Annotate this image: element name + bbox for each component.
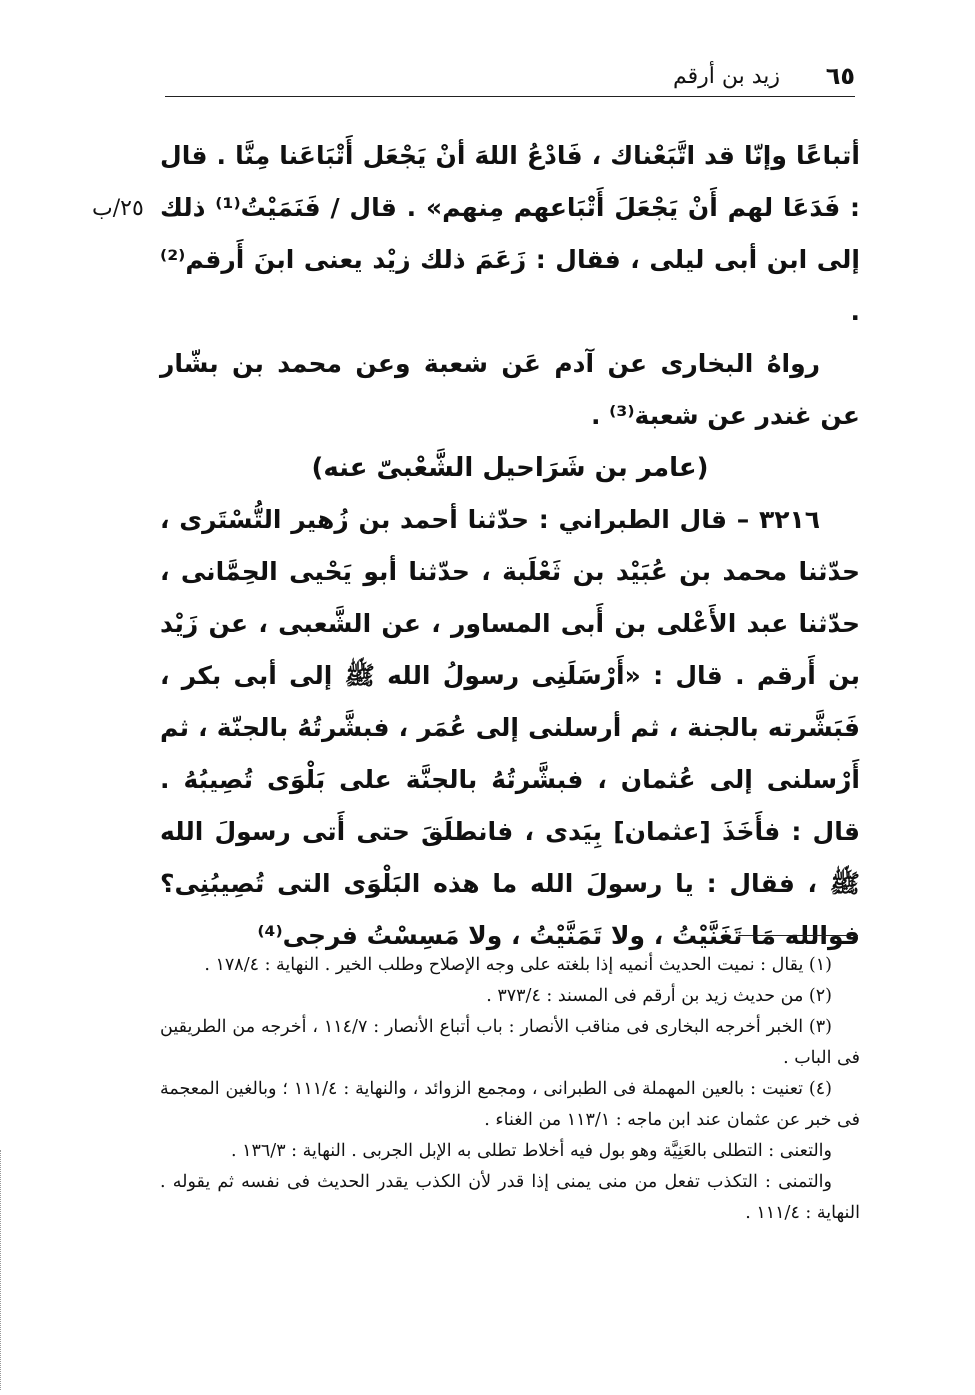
footnote-divider <box>738 935 858 936</box>
footnote-2: (٢) من حديث زيد بن أرقم فى المسند : ٣٧٣/٤ . <box>486 986 832 1006</box>
footnote-3: (٣) الخبر أخرجه البخارى فى مناقب الأنصار : باب أتباع الأنصار : ١١٤/٧ ، أخرجه من الطريقين فى الباب . <box>160 1017 860 1068</box>
paragraph-2: رواهُ البخارى عن آدم عَن شعبة وعن محمد بن بشّار عن غندر عن شعبة⁽³⁾ . <box>160 349 860 430</box>
section-heading: (عامر بن شَرَاحيل الشَّعْبىّ عنه) <box>311 453 709 483</box>
hadith-paragraph <box>160 494 860 962</box>
folio-margin-note: ٢٥/ب <box>92 196 144 221</box>
footnote-4: (٤) تعنيت : بالعين المهملة فى الطبرانى ، ومجمع الزوائد ، والنهاية : ١١١/٤ ؛ وبالغين المعجمة فى خبر عن عثمان عند ابن ماجه : ١١٣/١ من الغناء . <box>160 1079 860 1130</box>
footnotes <box>160 950 860 1229</box>
scan-edge-marks <box>0 1150 5 1390</box>
footnote-1: (١) يقال : نميت الحديث أنميه إذا بلغته على وجه الإصلاح وطلب الخير . النهاية : ١٧٨/٤ . <box>204 955 832 975</box>
main-text <box>160 130 860 962</box>
footnote-4-continuation-2: والتمنى : التكذب تفعل من منى يمنى إذا قدر لأن الكذب يقدر الحديث فى نفسه ثم يقوله . النهاية : ١١١/٤ . <box>160 1172 860 1223</box>
footnote-4-continuation-1: والتعنى : التطلى بالعَنِيَّة وهو بول فيه أخلاط تطلى به الإبل الجربى . النهاية : ١٣٦/٣ . <box>230 1141 832 1161</box>
hadith-text: – قال الطبراني : حدّثنا أحمد بن زُهير التُّسْتَرى ، حدّثنا محمد بن عُبَيْد بن ثَعْلَبة ، حدّثنا أبو يَحْيى الحِمَّانى ، حدّثنا عبد الأَعْلى بن أَبى المساور ، عن الشَّعبى ، عن زَيْد بن أَرقم . قال : «أَرْسَلَنِى رسولُ الله ﷺ إلى أبى بكر ، فَبَشَّرته بالجنة ، ثم أرسلنى إلى عُمَر ، فبشَّرتُهُ بالجنّة ، ثم أَرْسلنى إلى عُثمان ، فبشَّرتُهُ بالجنَّة على بَلْوَى تُصِيبُهُ . قال : فأَخَذَ [عثمان] بِيَدى ، فانطلَقَ حتى أَتى رسولَ الله ﷺ ، فقال : يا رسولَ الله ما هذه البَلْوَى التى تُصِيبُنِى؟ فوالله مَا تَغَنَّيْتُ ، ولا تَمَنَّيْتُ ، ولا مَسِسْتُ فرجى⁽⁴⁾ <box>160 505 860 950</box>
page-number: ٦٥ <box>825 62 855 90</box>
running-title: زيد بن أرقم <box>672 64 780 89</box>
hadith-number: ٣٢١٦ <box>758 505 820 534</box>
paragraph-1: أتباعًا وإنّا قد اتَّبَعْناك ، فَادْعُ اللهَ أنْ يَجْعَل أَتْبَاعَنا مِنَّا . قال : فَدَعَا لهم أَنْ يَجْعَلَ أَتْبَاعهم مِنهم» . قال / فَنَمَيْتُ⁽¹⁾ ذلك إلى ابن أبى ليلى ، فقال : زَعَمَ ذلك زيْد يعنى ابنَ أَرقم⁽²⁾ . <box>160 141 860 326</box>
page-header <box>165 56 855 97</box>
